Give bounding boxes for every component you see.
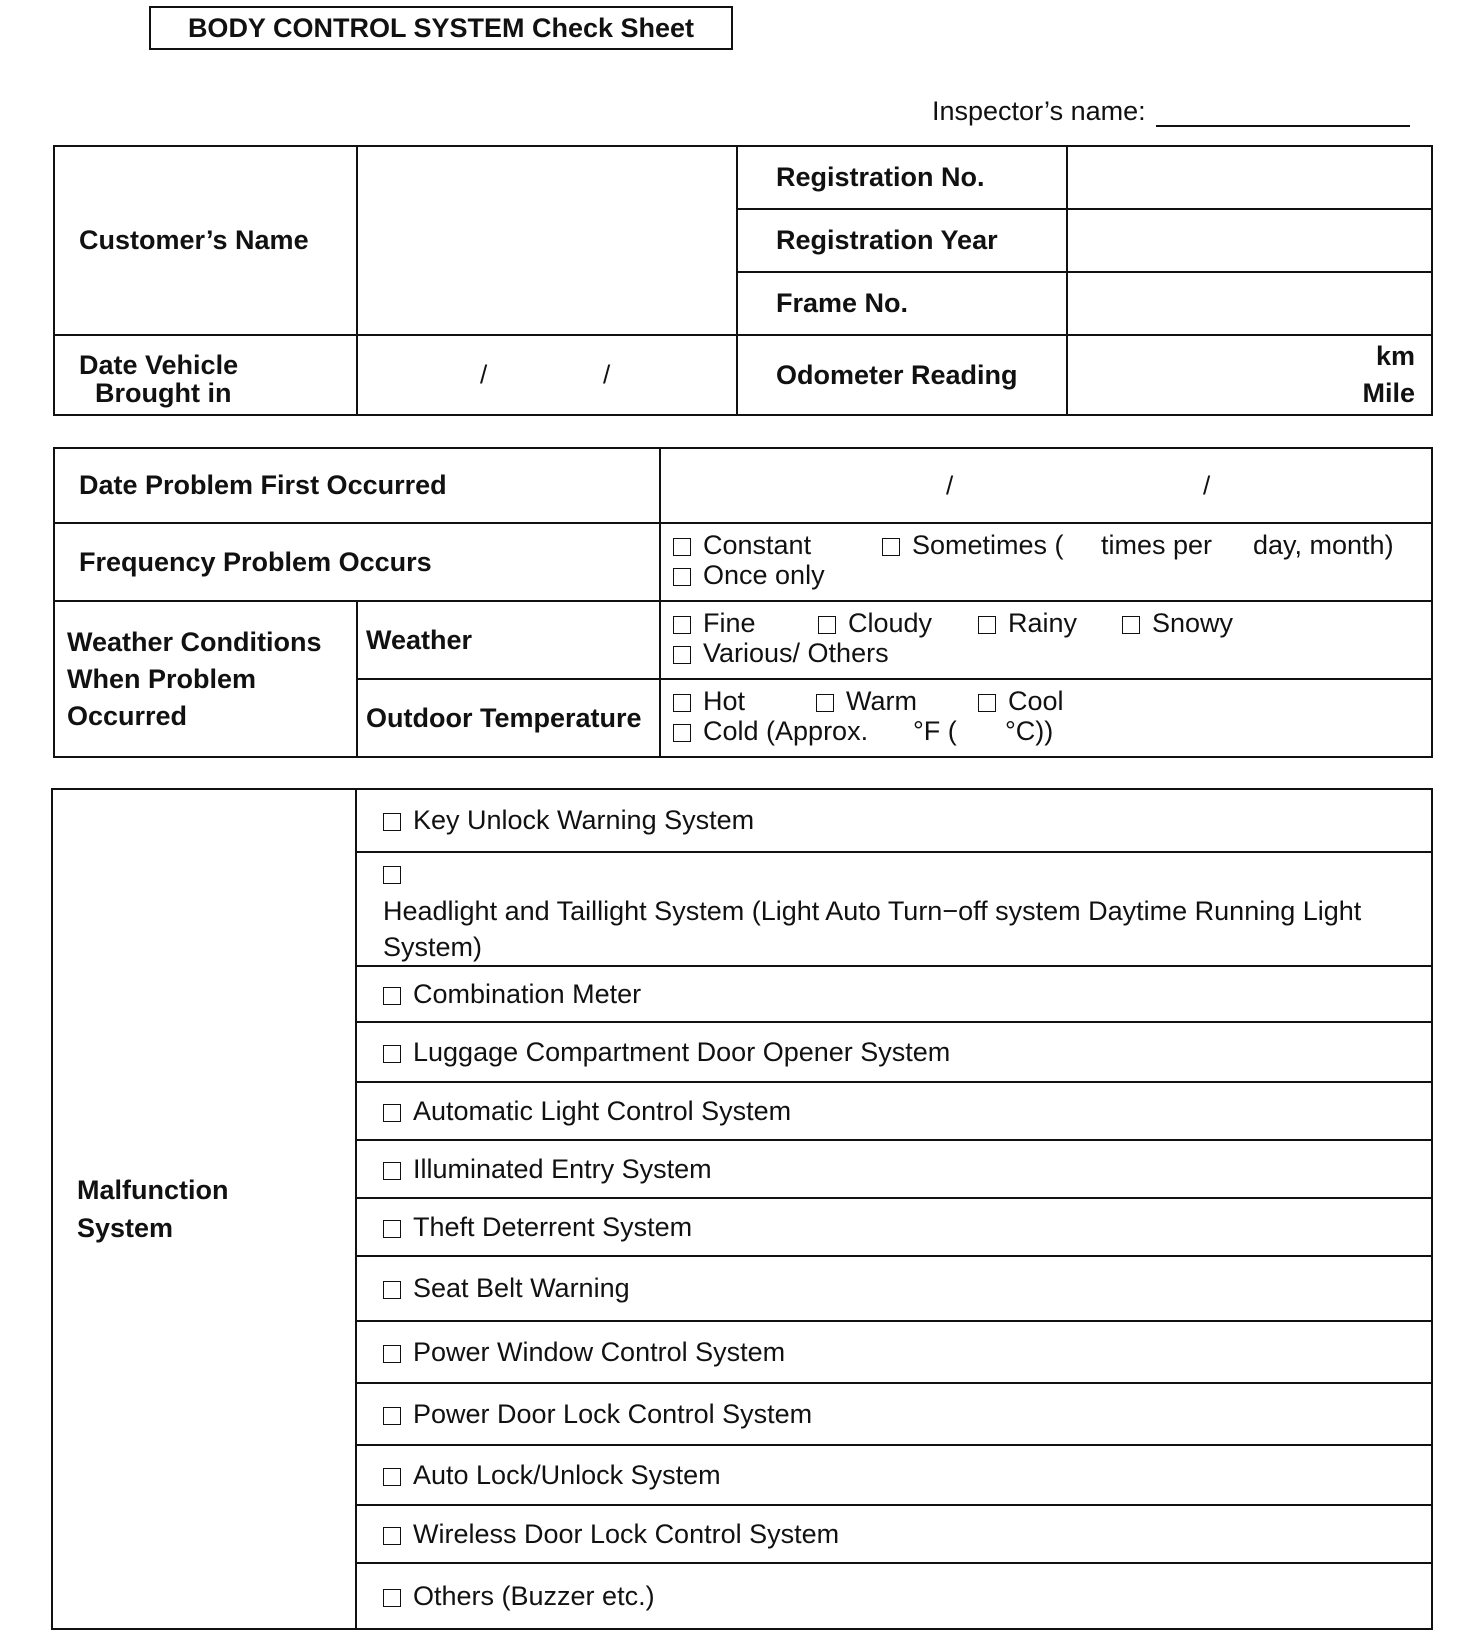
malfunction-item-label: Headlight and Taillight System (Light Auto Turn−off system Daytime Running Light System) bbox=[383, 896, 1362, 962]
date-separator: / bbox=[1203, 470, 1211, 500]
weather-snowy-label: Snowy bbox=[1152, 608, 1234, 638]
date-separator: / bbox=[603, 359, 611, 390]
checkbox-icon[interactable] bbox=[673, 724, 691, 742]
malfunction-item[interactable] bbox=[356, 1022, 1432, 1082]
registration-year-label: Registration Year bbox=[737, 209, 1067, 272]
unit-mile: Mile bbox=[1362, 378, 1415, 408]
malfunction-item[interactable] bbox=[356, 1383, 1432, 1445]
checkbox-icon[interactable] bbox=[383, 987, 401, 1005]
malfunction-item-label: Power Door Lock Control System bbox=[413, 1398, 813, 1429]
frequency-constant-label: Constant bbox=[703, 530, 812, 560]
malfunction-item[interactable] bbox=[356, 1321, 1432, 1383]
checkbox-icon[interactable] bbox=[383, 1162, 401, 1180]
date-problem-first-label: Date Problem First Occurred bbox=[54, 448, 660, 523]
temperature-deg-f-text: °F ( bbox=[913, 716, 957, 746]
malfunction-label-line2: System bbox=[77, 1213, 174, 1243]
frequency-sometimes-label: Sometimes ( bbox=[912, 530, 1064, 560]
malfunction-item[interactable] bbox=[356, 1445, 1432, 1505]
checkbox-icon[interactable] bbox=[818, 616, 836, 634]
frequency-day-month-text: day, month) bbox=[1253, 530, 1394, 560]
date-separator: / bbox=[946, 470, 954, 500]
weather-various-label: Various/ Others bbox=[703, 638, 889, 668]
frequency-label: Frequency Problem Occurs bbox=[54, 523, 660, 601]
checkbox-icon[interactable] bbox=[978, 616, 996, 634]
checkbox-icon[interactable] bbox=[383, 1468, 401, 1486]
malfunction-label-line1: Malfunction bbox=[77, 1175, 229, 1205]
checkbox-icon[interactable] bbox=[978, 694, 996, 712]
checkbox-icon[interactable] bbox=[1122, 616, 1140, 634]
weather-cloudy-option[interactable] bbox=[818, 608, 932, 638]
checkbox-icon[interactable] bbox=[673, 568, 691, 586]
checkbox-icon[interactable] bbox=[383, 1589, 401, 1607]
frequency-constant-option[interactable] bbox=[673, 530, 811, 560]
malfunction-item[interactable] bbox=[356, 1563, 1432, 1629]
temperature-hot-label: Hot bbox=[703, 686, 746, 716]
temperature-cold-option[interactable] bbox=[673, 716, 868, 746]
malfunction-item-label: Others (Buzzer etc.) bbox=[413, 1580, 655, 1611]
malfunction-item[interactable] bbox=[356, 852, 1432, 966]
temperature-warm-option[interactable] bbox=[816, 686, 917, 716]
checkbox-icon[interactable] bbox=[383, 1527, 401, 1545]
malfunction-item[interactable] bbox=[356, 966, 1432, 1022]
inspector-name-row bbox=[932, 96, 1410, 127]
checkbox-icon[interactable] bbox=[383, 1045, 401, 1063]
temperature-warm-label: Warm bbox=[846, 686, 917, 716]
date-vehicle-brought-field[interactable] bbox=[357, 335, 737, 415]
checkbox-icon[interactable] bbox=[383, 813, 401, 831]
checkbox-icon[interactable] bbox=[816, 694, 834, 712]
registration-no-field[interactable] bbox=[1067, 146, 1432, 209]
weather-rainy-label: Rainy bbox=[1008, 608, 1078, 638]
weather-group-line1: Weather Conditions bbox=[67, 626, 322, 657]
weather-group-line3: Occurred bbox=[67, 700, 188, 731]
weather-fine-option[interactable] bbox=[673, 608, 756, 638]
malfunction-item[interactable] bbox=[356, 1256, 1432, 1321]
date-vehicle-label-line1: Date Vehicle bbox=[79, 350, 239, 380]
date-problem-first-field[interactable] bbox=[660, 448, 1432, 523]
temperature-hot-option[interactable] bbox=[673, 686, 745, 716]
problem-info-table bbox=[53, 447, 1433, 758]
weather-various-option[interactable] bbox=[673, 638, 889, 668]
weather-group-line2: When Problem bbox=[67, 663, 257, 694]
checkbox-icon[interactable] bbox=[383, 866, 401, 884]
frequency-once-only-label: Once only bbox=[703, 560, 825, 590]
malfunction-item[interactable] bbox=[356, 1082, 1432, 1140]
checkbox-icon[interactable] bbox=[882, 538, 900, 556]
checkbox-icon[interactable] bbox=[383, 1220, 401, 1238]
date-vehicle-label-line2: Brought in bbox=[95, 378, 232, 408]
malfunction-item[interactable] bbox=[356, 1198, 1432, 1256]
malfunction-item-label: Automatic Light Control System bbox=[413, 1095, 792, 1126]
malfunction-item[interactable] bbox=[356, 1505, 1432, 1563]
unit-km: km bbox=[1375, 341, 1415, 371]
malfunction-system-table bbox=[51, 788, 1433, 1630]
odometer-reading-label: Odometer Reading bbox=[737, 335, 1067, 415]
weather-rainy-option[interactable] bbox=[978, 608, 1077, 638]
inspector-name-label: Inspector’s name: bbox=[932, 96, 1146, 126]
outdoor-temperature-label: Outdoor Temperature bbox=[357, 679, 660, 757]
malfunction-item-label: Key Unlock Warning System bbox=[413, 805, 755, 835]
registration-year-field[interactable] bbox=[1067, 209, 1432, 272]
checkbox-icon[interactable] bbox=[383, 1281, 401, 1299]
temperature-cool-label: Cool bbox=[1008, 686, 1064, 716]
weather-label: Weather bbox=[357, 601, 660, 679]
temperature-cold-label: Cold (Approx. bbox=[703, 716, 869, 746]
malfunction-item-label: Auto Lock/Unlock System bbox=[413, 1459, 721, 1490]
malfunction-item[interactable] bbox=[356, 789, 1432, 852]
malfunction-item[interactable] bbox=[356, 1140, 1432, 1198]
date-vehicle-brought-label bbox=[54, 335, 357, 415]
checkbox-icon[interactable] bbox=[673, 646, 691, 664]
registration-no-label: Registration No. bbox=[737, 146, 1067, 209]
malfunction-item-label: Power Window Control System bbox=[413, 1336, 786, 1367]
temperature-deg-c-text: °C)) bbox=[1005, 716, 1054, 746]
inspector-name-field[interactable] bbox=[1156, 99, 1410, 127]
sheet-title: BODY CONTROL SYSTEM Check Sheet bbox=[149, 6, 733, 50]
checkbox-icon[interactable] bbox=[673, 538, 691, 556]
date-separator: / bbox=[480, 359, 488, 390]
frequency-times-per-text: times per bbox=[1101, 530, 1213, 560]
malfunction-item-label: Seat Belt Warning bbox=[413, 1273, 630, 1303]
checkbox-icon[interactable] bbox=[673, 616, 691, 634]
frequency-once-only-option[interactable] bbox=[673, 560, 825, 590]
checkbox-icon[interactable] bbox=[383, 1104, 401, 1122]
vehicle-info-table bbox=[53, 145, 1433, 416]
malfunction-item-label: Theft Deterrent System bbox=[413, 1211, 693, 1242]
weather-conditions-group-label bbox=[54, 601, 357, 757]
customer-name-label: Customer’s Name bbox=[54, 146, 357, 335]
checkbox-icon[interactable] bbox=[383, 1345, 401, 1363]
malfunction-item-label: Luggage Compartment Door Opener System bbox=[413, 1036, 951, 1067]
odometer-reading-field[interactable] bbox=[1067, 335, 1432, 415]
weather-fine-label: Fine bbox=[703, 608, 756, 638]
customer-name-field[interactable] bbox=[357, 146, 737, 335]
frame-no-field[interactable] bbox=[1067, 272, 1432, 335]
checkbox-icon[interactable] bbox=[383, 1407, 401, 1425]
weather-snowy-option[interactable] bbox=[1122, 608, 1233, 638]
temperature-cool-option[interactable] bbox=[978, 686, 1064, 716]
frequency-sometimes-option[interactable] bbox=[882, 530, 1064, 560]
malfunction-item-label: Wireless Door Lock Control System bbox=[413, 1518, 840, 1549]
malfunction-item-label: Illuminated Entry System bbox=[413, 1153, 712, 1184]
weather-cloudy-label: Cloudy bbox=[848, 608, 933, 638]
frame-no-label: Frame No. bbox=[737, 272, 1067, 335]
malfunction-item-label: Combination Meter bbox=[413, 978, 642, 1009]
malfunction-system-label bbox=[52, 789, 356, 1629]
checkbox-icon[interactable] bbox=[673, 694, 691, 712]
